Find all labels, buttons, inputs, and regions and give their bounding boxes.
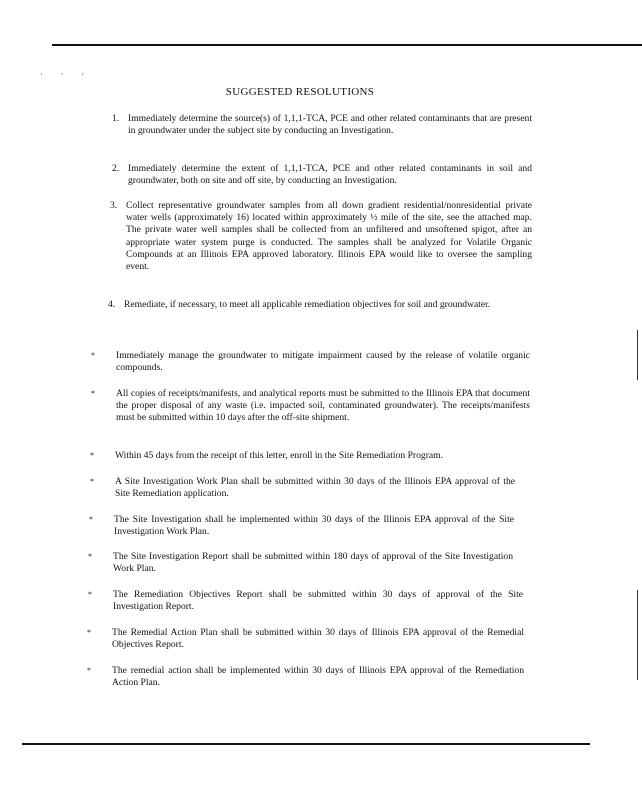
bullet-text: The Site Investigation shall be implemented within 30 days of the Illinois EPA approval of the Site Investigation Work Plan. <box>114 514 514 538</box>
bullet-text: Immediately manage the groundwater to mitigate impairment caused by the release of volatile organic compounds. <box>116 350 530 374</box>
item-number: 4. <box>108 299 116 310</box>
item-number: 2. <box>112 163 120 174</box>
bullet-item <box>87 627 524 651</box>
item-text: Collect representative groundwater samples from all down gradient residential/nonresidential private water wells (approximately 16) located within approximately ½ mile of the site, see the attached map. The private water well samples shall be collected from an unfiltered and unsoftened spigot, after an appropriate water system purge is conducted. The samples shall be analyzed for Volatile Organic Compounds at an Illinois EPA approved laboratory. Illinois EPA would like to oversee the sampling event. <box>126 200 532 273</box>
bullet-item <box>89 514 514 538</box>
bullet-text: Within 45 days from the receipt of this letter, enroll in the Site Remediation Program. <box>115 450 444 461</box>
bullet-text: All copies of receipts/manifests, and analytical reports must be submitted to the Illinois EPA that document the proper disposal of any waste (i.e. impacted soil, contaminated groundwater). The receipts/manifests must be submitted within 10 days after the off-site shipment. <box>116 388 530 424</box>
bottom-rule <box>22 743 590 745</box>
page-title: SUGGESTED RESOLUTIONS <box>225 86 375 98</box>
bullet-text: The Remediation Objectives Report shall be submitted within 30 days of approval of the Site Investigation Report. <box>113 589 523 613</box>
numbered-item <box>112 163 532 187</box>
scan-specks: · · · <box>40 70 92 79</box>
bullet-item <box>90 450 529 462</box>
bullet-item <box>91 388 530 425</box>
item-text: Remediate, if necessary, to meet all applicable remediation objectives for soil and groundwater. <box>124 299 491 310</box>
item-text: Immediately determine the extent of 1,1,1-TCA, PCE and other related contaminants in soil and groundwater, both on site and off site, by conducting an Investigation. <box>128 163 532 187</box>
bullet-text: The remedial action shall be implemented within 30 days of Illinois EPA approval of the Remediation Action Plan. <box>112 665 524 689</box>
bullet-marker: * <box>90 451 94 460</box>
numbered-item <box>110 200 532 273</box>
bullet-marker: * <box>88 590 92 599</box>
bullet-text: The Remedial Action Plan shall be submitted within 30 days of Illinois EPA approval of the Remedial Objectives Report. <box>112 627 524 651</box>
bullet-item <box>88 589 523 613</box>
bullet-text: The Site Investigation Report shall be submitted within 180 days of approval of the Site Investigation Work Plan. <box>113 551 513 575</box>
bullet-text: A Site Investigation Work Plan shall be submitted within 30 days of the Illinois EPA approval of the Site Remediation application. <box>115 476 515 500</box>
bullet-marker: * <box>88 552 92 561</box>
numbered-item <box>108 299 532 311</box>
bullet-marker: * <box>87 628 91 637</box>
top-rule <box>52 44 642 46</box>
margin-mark <box>637 590 638 680</box>
item-number: 3. <box>110 200 118 211</box>
bullet-marker: * <box>91 389 95 398</box>
bullet-item <box>91 350 530 374</box>
bullet-marker: * <box>91 351 95 360</box>
bullet-item <box>90 476 515 500</box>
bullet-item <box>88 551 513 575</box>
bullet-marker: * <box>89 515 93 524</box>
item-number: 1. <box>112 113 120 124</box>
bullet-item <box>87 665 524 689</box>
bullet-marker: * <box>87 666 91 675</box>
numbered-item <box>112 113 532 137</box>
margin-mark <box>637 330 638 380</box>
item-text: Immediately determine the source(s) of 1,1,1-TCA, PCE and other related contaminants that are present in groundwater under the subject site by conducting an Investigation. <box>128 113 532 137</box>
bullet-marker: * <box>90 477 94 486</box>
